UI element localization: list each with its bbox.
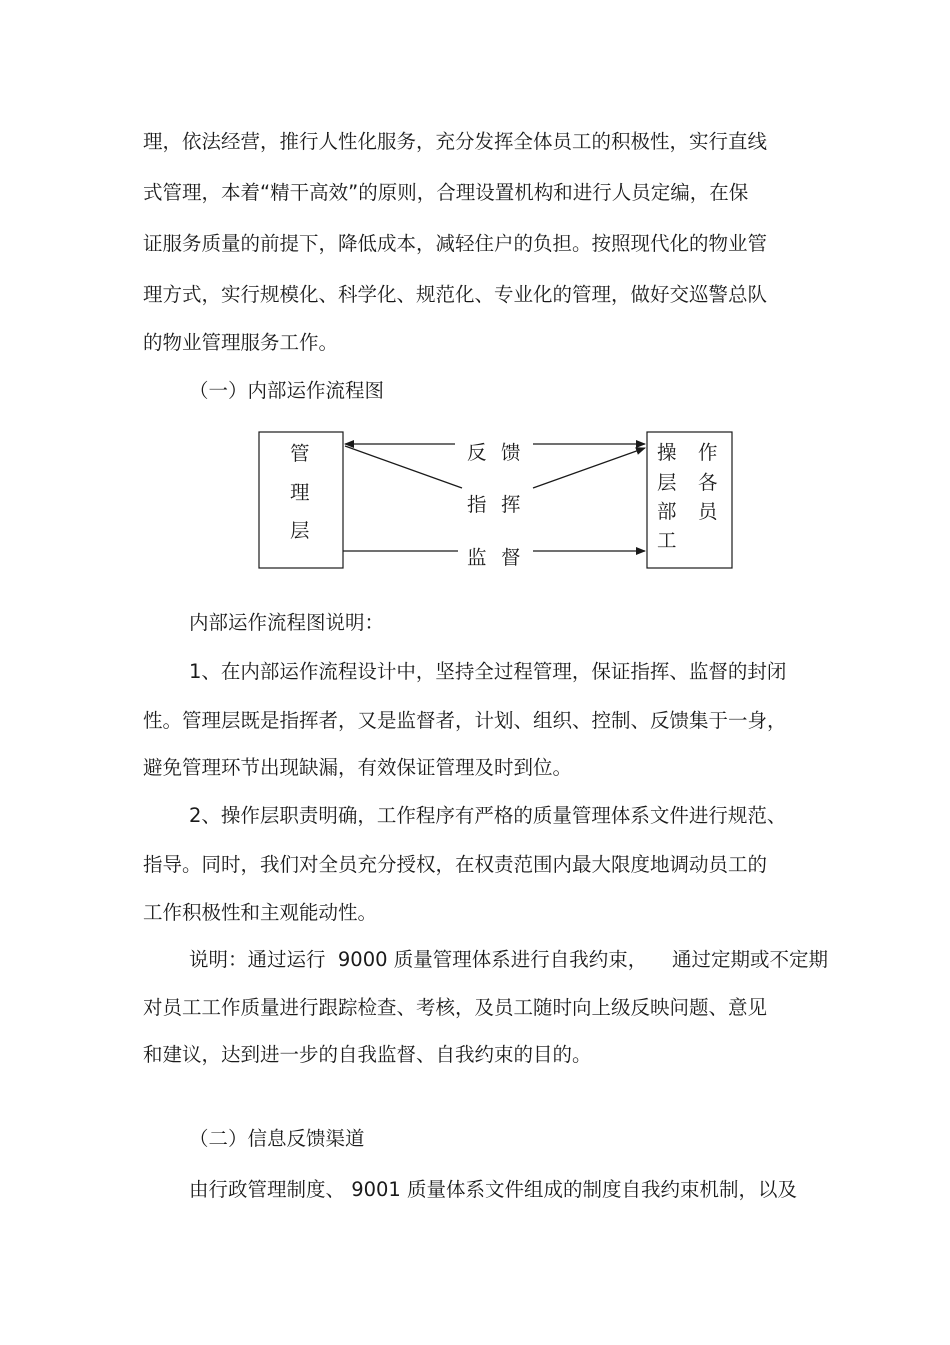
note-line-1: 说明：通过运行 9000 质量管理体系进行自我约束， 通过定期或不定期 — [189, 948, 829, 971]
intro-line-2: 式管理，本着“精干高效”的原则，合理设置机构和进行人员定编，在保 — [143, 181, 749, 204]
feedback-label-1: 反 — [467, 441, 487, 464]
point2-line-2: 指导。同时，我们对全员充分授权，在权责范围内最大限度地调动员工的 — [143, 853, 768, 876]
operations-col1-char-2: 层 — [657, 471, 677, 494]
section2-heading: （二）信息反馈渠道 — [189, 1127, 365, 1150]
management-char-1: 管 — [290, 442, 310, 465]
supervise-label-1: 监 — [467, 546, 487, 569]
point2-line-3: 工作积极性和主观能动性。 — [143, 901, 378, 924]
note-line-2: 对员工工作质量进行跟踪检查、考核，及员工随时向上级反映问题、意见 — [143, 996, 768, 1019]
operations-col1-char-3: 部 — [657, 500, 677, 523]
point1-line-1: 1、在内部运作流程设计中，坚持全过程管理，保证指挥、监督的封闭 — [189, 660, 787, 683]
command-label-2: 挥 — [501, 493, 521, 516]
point1-line-3: 避免管理环节出现缺漏，有效保证管理及时到位。 — [143, 756, 573, 779]
intro-line-5: 的物业管理服务工作。 — [143, 331, 339, 354]
feedback-label-2: 馈 — [501, 441, 521, 464]
management-char-3: 层 — [290, 519, 310, 542]
supervise-label-2: 督 — [501, 546, 521, 569]
intro-line-4: 理方式，实行规模化、科学化、规范化、专业化的管理，做好交巡警总队 — [143, 283, 768, 306]
note-line-3: 和建议，达到进一步的自我监督、自我约束的目的。 — [143, 1043, 592, 1066]
operations-col1-char-1: 操 — [657, 441, 677, 464]
command-label-1: 指 — [467, 493, 487, 516]
management-char-2: 理 — [290, 481, 310, 504]
section2-line-1: 由行政管理制度、 9001 质量体系文件组成的制度自我约束机制，以及 — [189, 1178, 798, 1201]
operations-col2-char-2: 各 — [698, 471, 718, 494]
command-line-left — [345, 446, 462, 488]
intro-line-3: 证服务质量的前提下，降低成本，减轻住户的负担。按照现代化的物业管 — [143, 232, 768, 255]
operations-col1-char-4: 工 — [657, 529, 677, 552]
command-arrow — [533, 448, 645, 488]
operations-col2-char-3: 员 — [698, 500, 718, 523]
intro-line-1: 理，依法经营，推行人性化服务，充分发挥全体员工的积极性，实行直线 — [143, 130, 768, 153]
point1-line-2: 性。管理层既是指挥者，又是监督者，计划、组织、控制、反馈集于一身， — [143, 709, 787, 732]
explain-heading: 内部运作流程图说明： — [189, 611, 385, 634]
point2-line-1: 2、操作层职责明确，工作程序有严格的质量管理体系文件进行规范、 — [189, 804, 787, 827]
section1-heading: （一）内部运作流程图 — [189, 379, 385, 402]
operations-col2-char-1: 作 — [698, 441, 718, 464]
